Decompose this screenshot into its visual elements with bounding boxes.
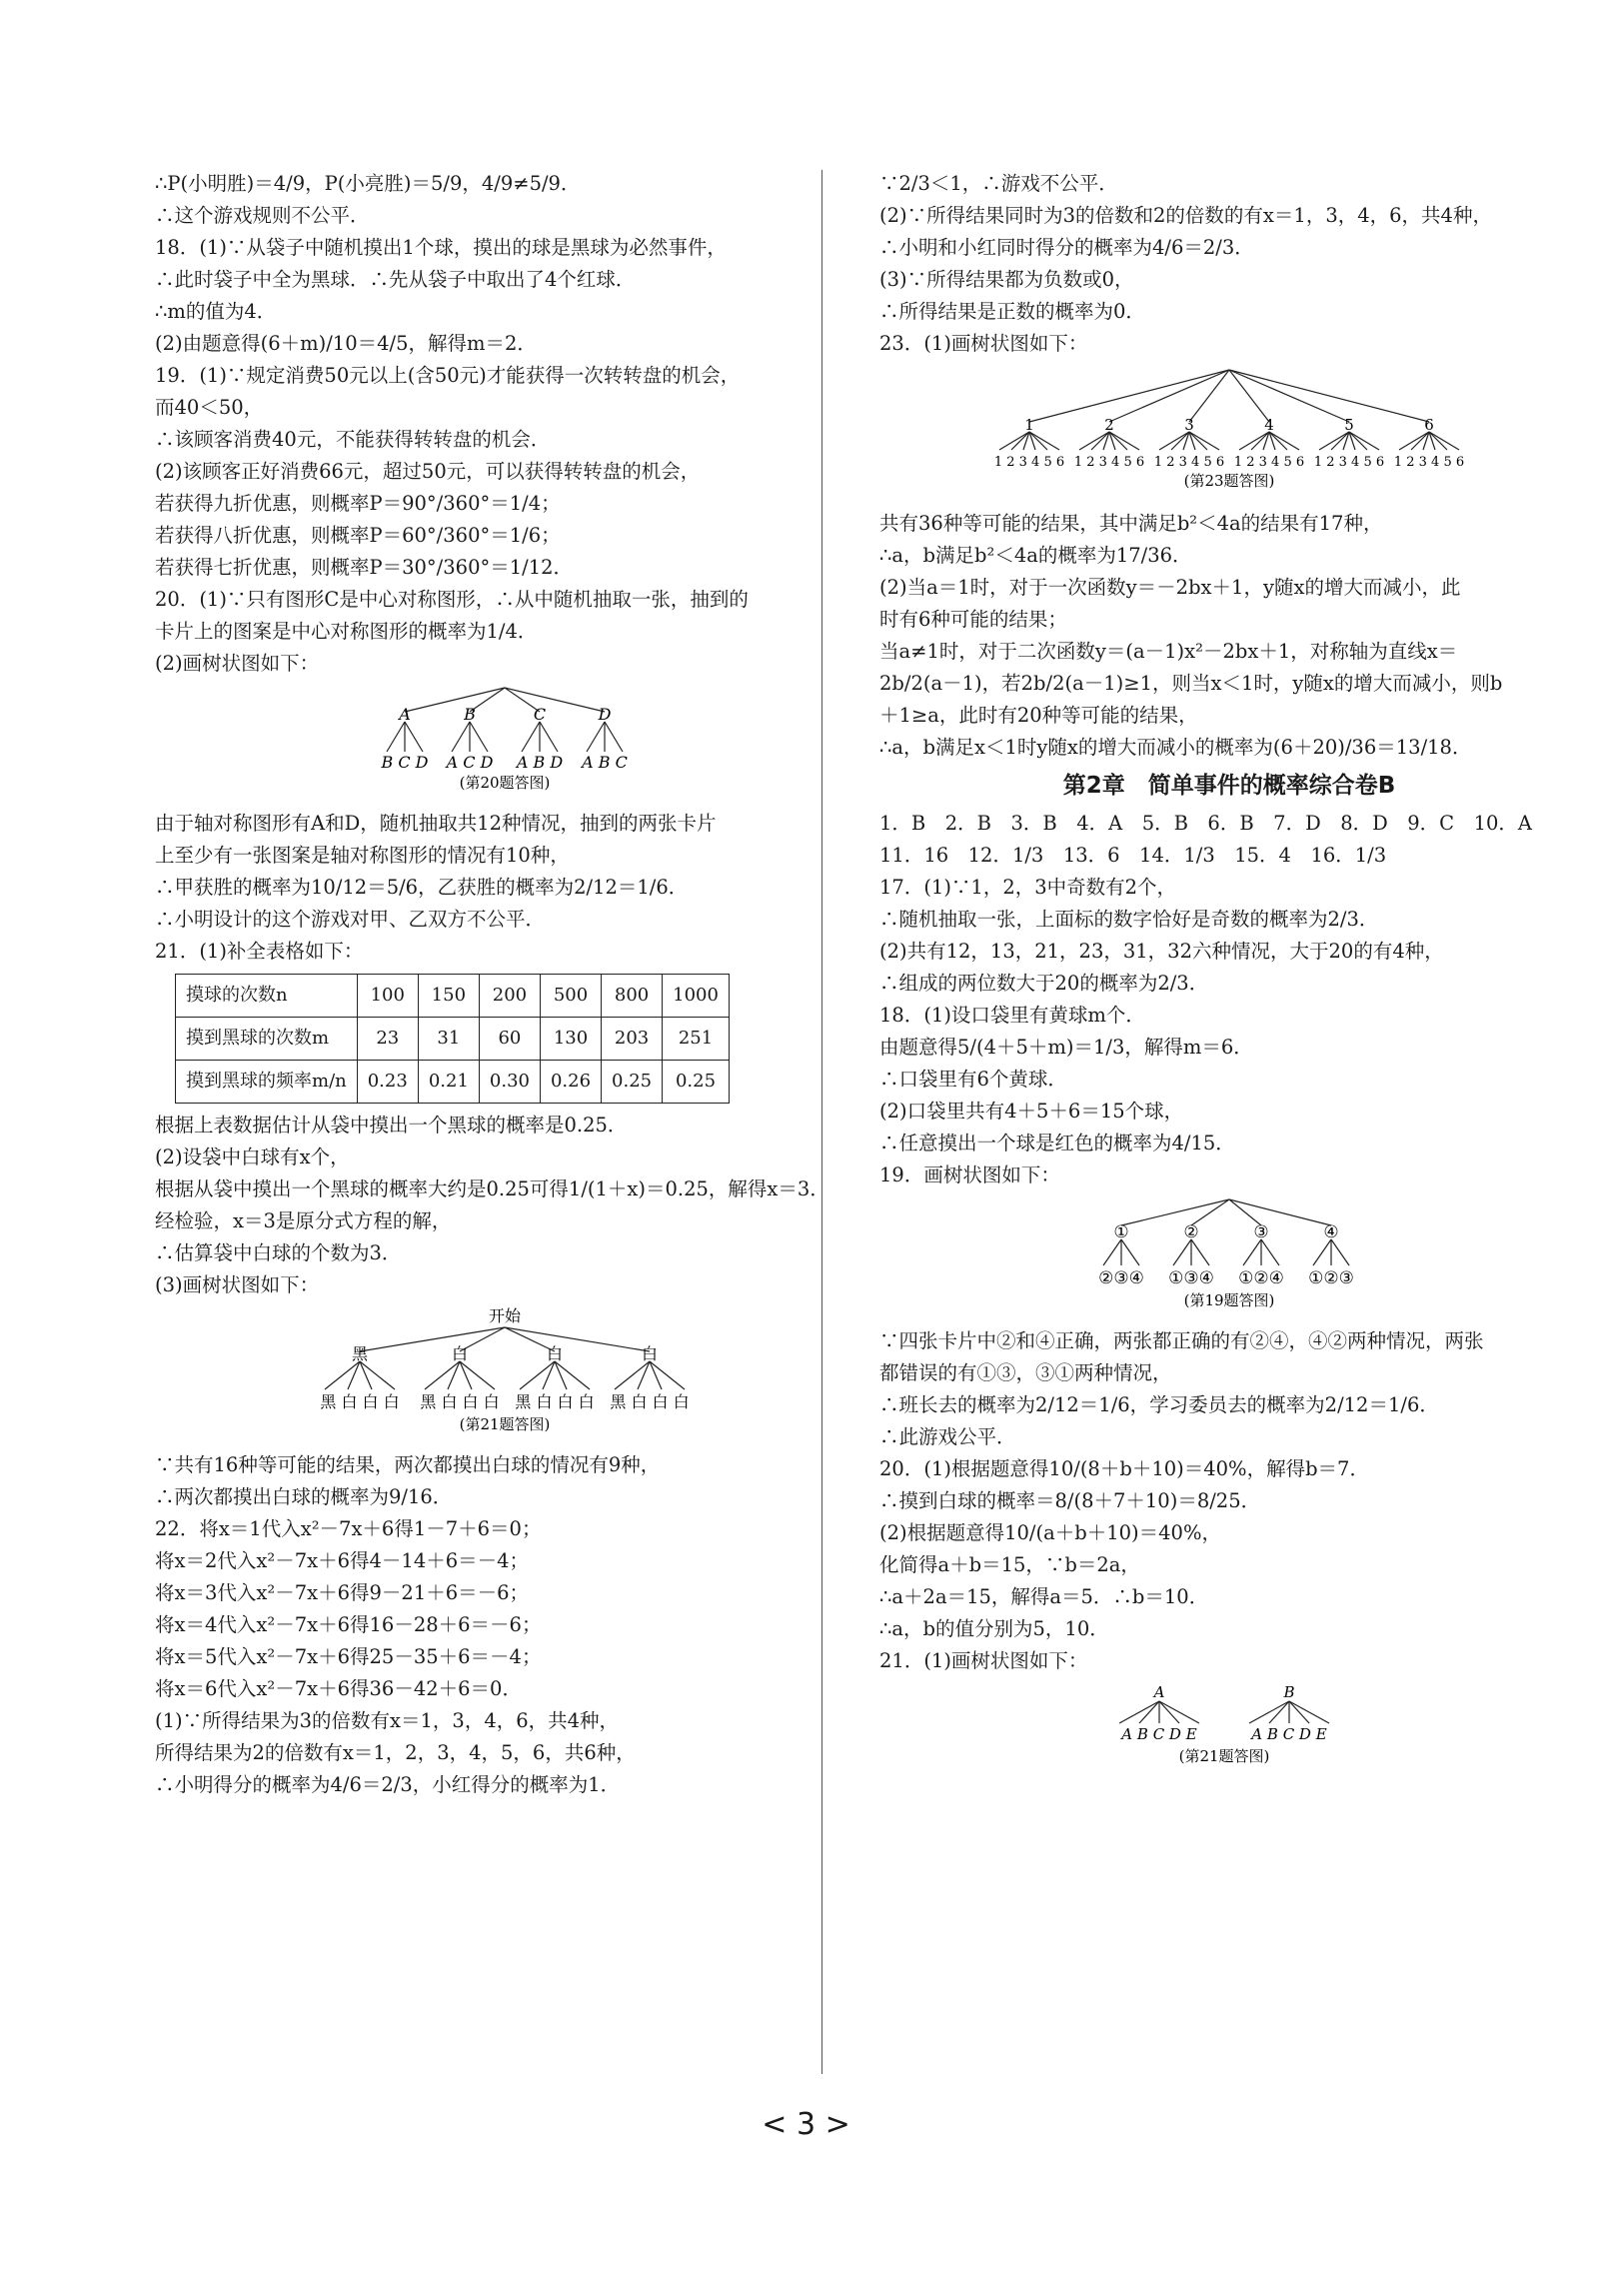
- tree-node: ②: [1183, 1222, 1199, 1242]
- text-line: 由题意得5/(4＋5＋m)＝1/3，解得m＝6．: [879, 1036, 1253, 1059]
- figure-caption: (第20题答图): [459, 774, 551, 792]
- frequency-table: [175, 974, 730, 1104]
- table-cell: 200: [479, 975, 540, 1018]
- text-line: 18．(1)∵从袋子中随机摸出1个球，摸出的球是黑球为必然事件，: [155, 236, 727, 259]
- table-row: [176, 1018, 730, 1061]
- tree-19-svg: [1089, 1195, 1369, 1311]
- text-line: (2)由题意得(6＋m)/10＝4/5，解得m＝2．: [155, 332, 537, 355]
- tree-node: 4: [1264, 416, 1274, 434]
- tree-21a-svg: [315, 1305, 695, 1435]
- tree-diagram-21b: [879, 1681, 1579, 1775]
- left-block-4: [155, 1449, 854, 1801]
- text-line: 化简得a＋b＝15，∵b＝2a，: [879, 1553, 1140, 1576]
- table-cell: 0.26: [540, 1061, 601, 1104]
- text-line: (2)画树状图如下：: [155, 652, 320, 675]
- text-line: ∴所得结果是正数的概率为0．: [879, 300, 1145, 323]
- right-block-4: [879, 1325, 1579, 1677]
- tree-23-svg: [989, 364, 1469, 494]
- right-column: [879, 168, 1579, 1779]
- text-line: 上至少有一张图案是轴对称图形的情况有10种，: [155, 844, 570, 867]
- text-line: ∵2/3＜1，∴游戏不公平．: [879, 172, 1118, 195]
- right-block-3: [879, 872, 1579, 1191]
- text-line: 将x＝6代入x²－7x＋6得36－42＋6＝0．: [155, 1677, 522, 1700]
- text-line: 若获得九折优惠，则概率P＝90°/360°＝1/4；: [155, 492, 561, 515]
- tree-20-svg: [375, 684, 635, 794]
- page-number: < 3 >: [762, 2107, 850, 2142]
- tree-leaves: 黑 白 白 白: [420, 1392, 500, 1411]
- text-line: (2)根据题意得10/(a＋b＋10)＝40%，: [879, 1521, 1221, 1544]
- text-line: ∴两次都摸出白球的概率为9/16．: [155, 1485, 453, 1508]
- text-line: ∴小明得分的概率为4/6＝2/3，小红得分的概率为1．: [155, 1773, 621, 1796]
- text-line: 18．(1)设口袋里有黄球m个．: [879, 1004, 1145, 1027]
- text-line: ∴任意摸出一个球是红色的概率为4/15．: [879, 1132, 1235, 1154]
- tree-node: C: [533, 705, 547, 724]
- table-cell: 251: [663, 1018, 730, 1061]
- figure-caption: (第19题答图): [1183, 1291, 1275, 1309]
- text-line: ∴摸到白球的概率＝8/(8＋7＋10)＝8/25．: [879, 1489, 1261, 1512]
- tree-leaves: ①②④: [1238, 1268, 1284, 1288]
- figure-caption: (第21题答图): [459, 1415, 551, 1433]
- tree-root: 开始: [488, 1306, 522, 1325]
- table-cell: 摸到黑球的次数m: [176, 1018, 358, 1061]
- text-line: 21．(1)补全表格如下：: [155, 940, 364, 963]
- tree-node: 白: [546, 1344, 564, 1363]
- text-line: 将x＝2代入x²－7x＋6得4－14＋6＝－4；: [155, 1549, 530, 1572]
- text-line: ∴小明设计的这个游戏对甲、乙双方不公平．: [155, 908, 546, 931]
- text-line: 根据从袋中摸出一个黑球的概率大约是0.25可得1/(1＋x)＝0.25，解得x＝3．: [155, 1177, 829, 1200]
- text-line: (3)∵所得结果都为负数或0，: [879, 268, 1134, 291]
- text-line: 20．(1)∵只有图形C是中心对称图形，∴从中随机抽取一张，抽到的: [155, 588, 749, 611]
- figure-caption: (第23题答图): [1183, 472, 1275, 490]
- tree-leaves: 黑 白 白 白: [610, 1392, 690, 1411]
- table-cell: 150: [418, 975, 479, 1018]
- text-line: ∴a＋2a＝15，解得a＝5．∴b＝10．: [879, 1585, 1209, 1608]
- table-cell: 1000: [663, 975, 730, 1018]
- text-line: 22．将x＝1代入x²－7x＋6得1－7＋6＝0；: [155, 1517, 542, 1540]
- tree-diagram-21a: [155, 1305, 854, 1445]
- text-line: ∴班长去的概率为2/12＝1/6，学习委员去的概率为2/12＝1/6．: [879, 1393, 1439, 1416]
- text-line: 23．(1)画树状图如下：: [879, 332, 1088, 355]
- text-line: 将x＝4代入x²－7x＋6得16－28＋6＝－6；: [155, 1613, 542, 1636]
- tree-diagram-23: [879, 364, 1579, 504]
- text-line: 21．(1)画树状图如下：: [879, 1649, 1088, 1672]
- table-row: [176, 975, 730, 1018]
- text-line: 将x＝5代入x²－7x＋6得25－35＋6＝－4；: [155, 1645, 542, 1668]
- table-cell: 摸球的次数n: [176, 975, 358, 1018]
- table-cell: 31: [418, 1018, 479, 1061]
- tree-node: A: [399, 705, 411, 724]
- text-line: 经检验，x＝3是原分式方程的解，: [155, 1209, 452, 1232]
- figure-caption: (第21题答图): [1178, 1747, 1270, 1765]
- tree-node: ③: [1253, 1222, 1269, 1242]
- table-cell: 100: [357, 975, 418, 1018]
- table-cell: 130: [540, 1018, 601, 1061]
- text-line: 将x＝3代入x²－7x＋6得9－21＋6＝－6；: [155, 1581, 530, 1604]
- text-line: 19．(1)∵规定消费50元以上(含50元)才能获得一次转转盘的机会，: [155, 364, 741, 387]
- table-cell: 203: [602, 1018, 663, 1061]
- text-line: ∴m的值为4．: [155, 300, 277, 323]
- tree-leaves: 1 2 3 4 5 6: [1153, 455, 1225, 470]
- text-line: 根据上表数据估计从袋中摸出一个黑球的概率是0.25．: [155, 1114, 628, 1137]
- text-line: ∴随机抽取一张，上面标的数字恰好是奇数的概率为2/3．: [879, 908, 1379, 931]
- text-line: 17．(1)∵1，2，3中奇数有2个，: [879, 876, 1177, 899]
- text-line: (2)设袋中白球有x个，: [155, 1146, 350, 1168]
- text-line: (2)口袋里共有4＋5＋6＝15个球，: [879, 1100, 1184, 1123]
- table-cell: 0.21: [418, 1061, 479, 1104]
- text-line: ∵四张卡片中②和④正确，两张都正确的有②④，④②两种情况，两张: [879, 1329, 1484, 1352]
- tree-leaves: ②③④: [1098, 1268, 1144, 1288]
- text-line: ∴a，b的值分别为5，10．: [879, 1617, 1109, 1640]
- text-line: 20．(1)根据题意得10/(8＋b＋10)＝40%，解得b＝7．: [879, 1457, 1369, 1480]
- tree-node: ①: [1113, 1222, 1129, 1242]
- tree-node: B: [464, 705, 476, 724]
- tree-leaves: 1 2 3 4 5 6: [1393, 455, 1465, 470]
- tree-leaves: B C D: [381, 753, 429, 772]
- tree-leaves: 1 2 3 4 5 6: [1073, 455, 1145, 470]
- table-cell: 0.25: [602, 1061, 663, 1104]
- text-line: (2)共有12，13，21，23，31，32六种情况，大于20的有4种，: [879, 940, 1444, 963]
- text-line: (2)当a＝1时，对于一次函数y＝－2bx＋1，y随x的增大而减小，此: [879, 576, 1461, 599]
- text-line: ∵共有16种等可能的结果，两次都摸出白球的情况有9种，: [155, 1453, 661, 1476]
- text-line: 时有6种可能的结果；: [879, 608, 1067, 631]
- text-line: ∴甲获胜的概率为10/12＝5/6，乙获胜的概率为2/12＝1/6．: [155, 876, 689, 899]
- answer-line: 1．B 2．B 3．B 4．A 5．B 6．B 7．D 8．D 9．C 10．A: [879, 812, 1532, 835]
- text-line: ∴组成的两位数大于20的概率为2/3．: [879, 972, 1209, 995]
- text-line: (2)∵所得结果同时为3的倍数和2的倍数的有x＝1，3，4，6，共4种，: [879, 204, 1492, 227]
- tree-leaves: A B D: [516, 753, 564, 772]
- text-line: 共有36种等可能的结果，其中满足b²＜4a的结果有17种，: [879, 512, 1383, 535]
- table-cell: 23: [357, 1018, 418, 1061]
- tree-leaves: A B C: [582, 753, 628, 772]
- tree-node: 2: [1104, 416, 1114, 434]
- tree-leaves: 1 2 3 4 5 6: [993, 455, 1065, 470]
- table-cell: 0.25: [663, 1061, 730, 1104]
- tree-node: ④: [1323, 1222, 1339, 1242]
- tree-leaves: 黑 白 白 白: [515, 1392, 595, 1411]
- tree-node: 1: [1024, 416, 1034, 434]
- text-line: ∴此时袋子中全为黑球．∴先从袋子中取出了4个红球．: [155, 268, 636, 291]
- tree-leaves: ①③④: [1168, 1268, 1214, 1288]
- tree-node: A: [1153, 1683, 1165, 1701]
- text-line: 2b/2(a－1)，若2b/2(a－1)≥1，则当x＜1时，y随x的增大而减小，则b: [879, 672, 1503, 695]
- left-block-2: [155, 808, 854, 968]
- text-line: 都错误的有①③，③①两种情况，: [879, 1361, 1172, 1384]
- left-block-3: [155, 1110, 854, 1301]
- text-line: 若获得八折优惠，则概率P＝60°/360°＝1/6；: [155, 524, 561, 547]
- text-line: ∴该顾客消费40元，不能获得转转盘的机会．: [155, 428, 551, 451]
- tree-node: 3: [1184, 416, 1194, 434]
- text-line: ∴小明和小红同时得分的概率为4/6＝2/3．: [879, 236, 1254, 259]
- tree-diagram-20: [155, 684, 854, 804]
- tree-node: 白: [641, 1344, 659, 1363]
- text-line: ∴a，b满足b²＜4a的概率为17/36．: [879, 544, 1192, 567]
- left-block-1: [155, 168, 854, 680]
- answer-line: 11．16 12．1/3 13．6 14．1/3 15．4 16．1/3: [879, 844, 1387, 867]
- section-title: 第2章 简单事件的概率综合卷B: [1062, 773, 1396, 799]
- tree-node: D: [598, 705, 612, 724]
- text-line: 所得结果为2的倍数有x＝1，2，3，4，5，6，共6种，: [155, 1741, 636, 1764]
- text-line: ∴此游戏公平．: [879, 1425, 1016, 1448]
- text-line: ∴a，b满足x＜1时y随x的增大而减小的概率为(6＋20)/36＝13/18．: [879, 736, 1472, 759]
- tree-node: 5: [1344, 416, 1354, 434]
- tree-leaves: 1 2 3 4 5 6: [1233, 455, 1305, 470]
- tree-21b-svg: [1099, 1681, 1359, 1765]
- text-line: 当a≠1时，对于二次函数y＝(a－1)x²－2bx＋1，对称轴为直线x＝: [879, 640, 1458, 663]
- text-line: (3)画树状图如下：: [155, 1273, 320, 1296]
- tree-leaves: ①②③: [1308, 1268, 1354, 1288]
- text-line: (1)∵所得结果为3的倍数有x＝1，3，4，6，共4种，: [155, 1709, 620, 1732]
- table-cell: 800: [602, 975, 663, 1018]
- tree-leaves: A B C D E: [1251, 1725, 1327, 1743]
- text-line: 19．画树状图如下：: [879, 1163, 1060, 1186]
- text-line: (2)该顾客正好消费66元，超过50元，可以获得转转盘的机会，: [155, 460, 701, 483]
- tree-leaves: 1 2 3 4 5 6: [1313, 455, 1385, 470]
- table-cell: 0.23: [357, 1061, 418, 1104]
- right-block-1: [879, 168, 1579, 360]
- table-row: [176, 1061, 730, 1104]
- text-line: ∴口袋里有6个黄球．: [879, 1068, 1067, 1091]
- left-column: [155, 168, 854, 1801]
- tree-node: 白: [451, 1344, 469, 1363]
- text-line: ＋1≥a，此时有20种等可能的结果，: [879, 704, 1198, 727]
- tree-leaves: 黑 白 白 白: [320, 1392, 400, 1411]
- tree-node: 黑: [351, 1344, 369, 1363]
- text-line: 卡片上的图案是中心对称图形的概率为1/4．: [155, 620, 538, 643]
- text-line: ∴估算袋中白球的个数为3．: [155, 1241, 402, 1264]
- text-line: 由于轴对称图形有A和D，随机抽取共12种情况，抽到的两张卡片: [155, 812, 717, 835]
- table-cell: 60: [479, 1018, 540, 1061]
- table-cell: 摸到黑球的频率m/n: [176, 1061, 358, 1104]
- tree-leaves: A B C D E: [1121, 1725, 1197, 1743]
- tree-leaves: A C D: [446, 753, 494, 772]
- tree-node: B: [1283, 1683, 1295, 1701]
- text-line: ∴这个游戏规则不公平．: [155, 204, 370, 227]
- text-line: ∴P(小明胜)＝4/9，P(小亮胜)＝5/9，4/9≠5/9．: [155, 172, 581, 195]
- table-cell: 500: [540, 975, 601, 1018]
- tree-diagram-19: [879, 1195, 1579, 1321]
- tree-node: 6: [1424, 416, 1434, 434]
- right-block-2: [879, 508, 1579, 764]
- table-cell: 0.30: [479, 1061, 540, 1104]
- answer-key: [879, 808, 1579, 872]
- text-line: 若获得七折优惠，则概率P＝30°/360°＝1/12．: [155, 556, 574, 579]
- text-line: 而40＜50，: [155, 396, 264, 419]
